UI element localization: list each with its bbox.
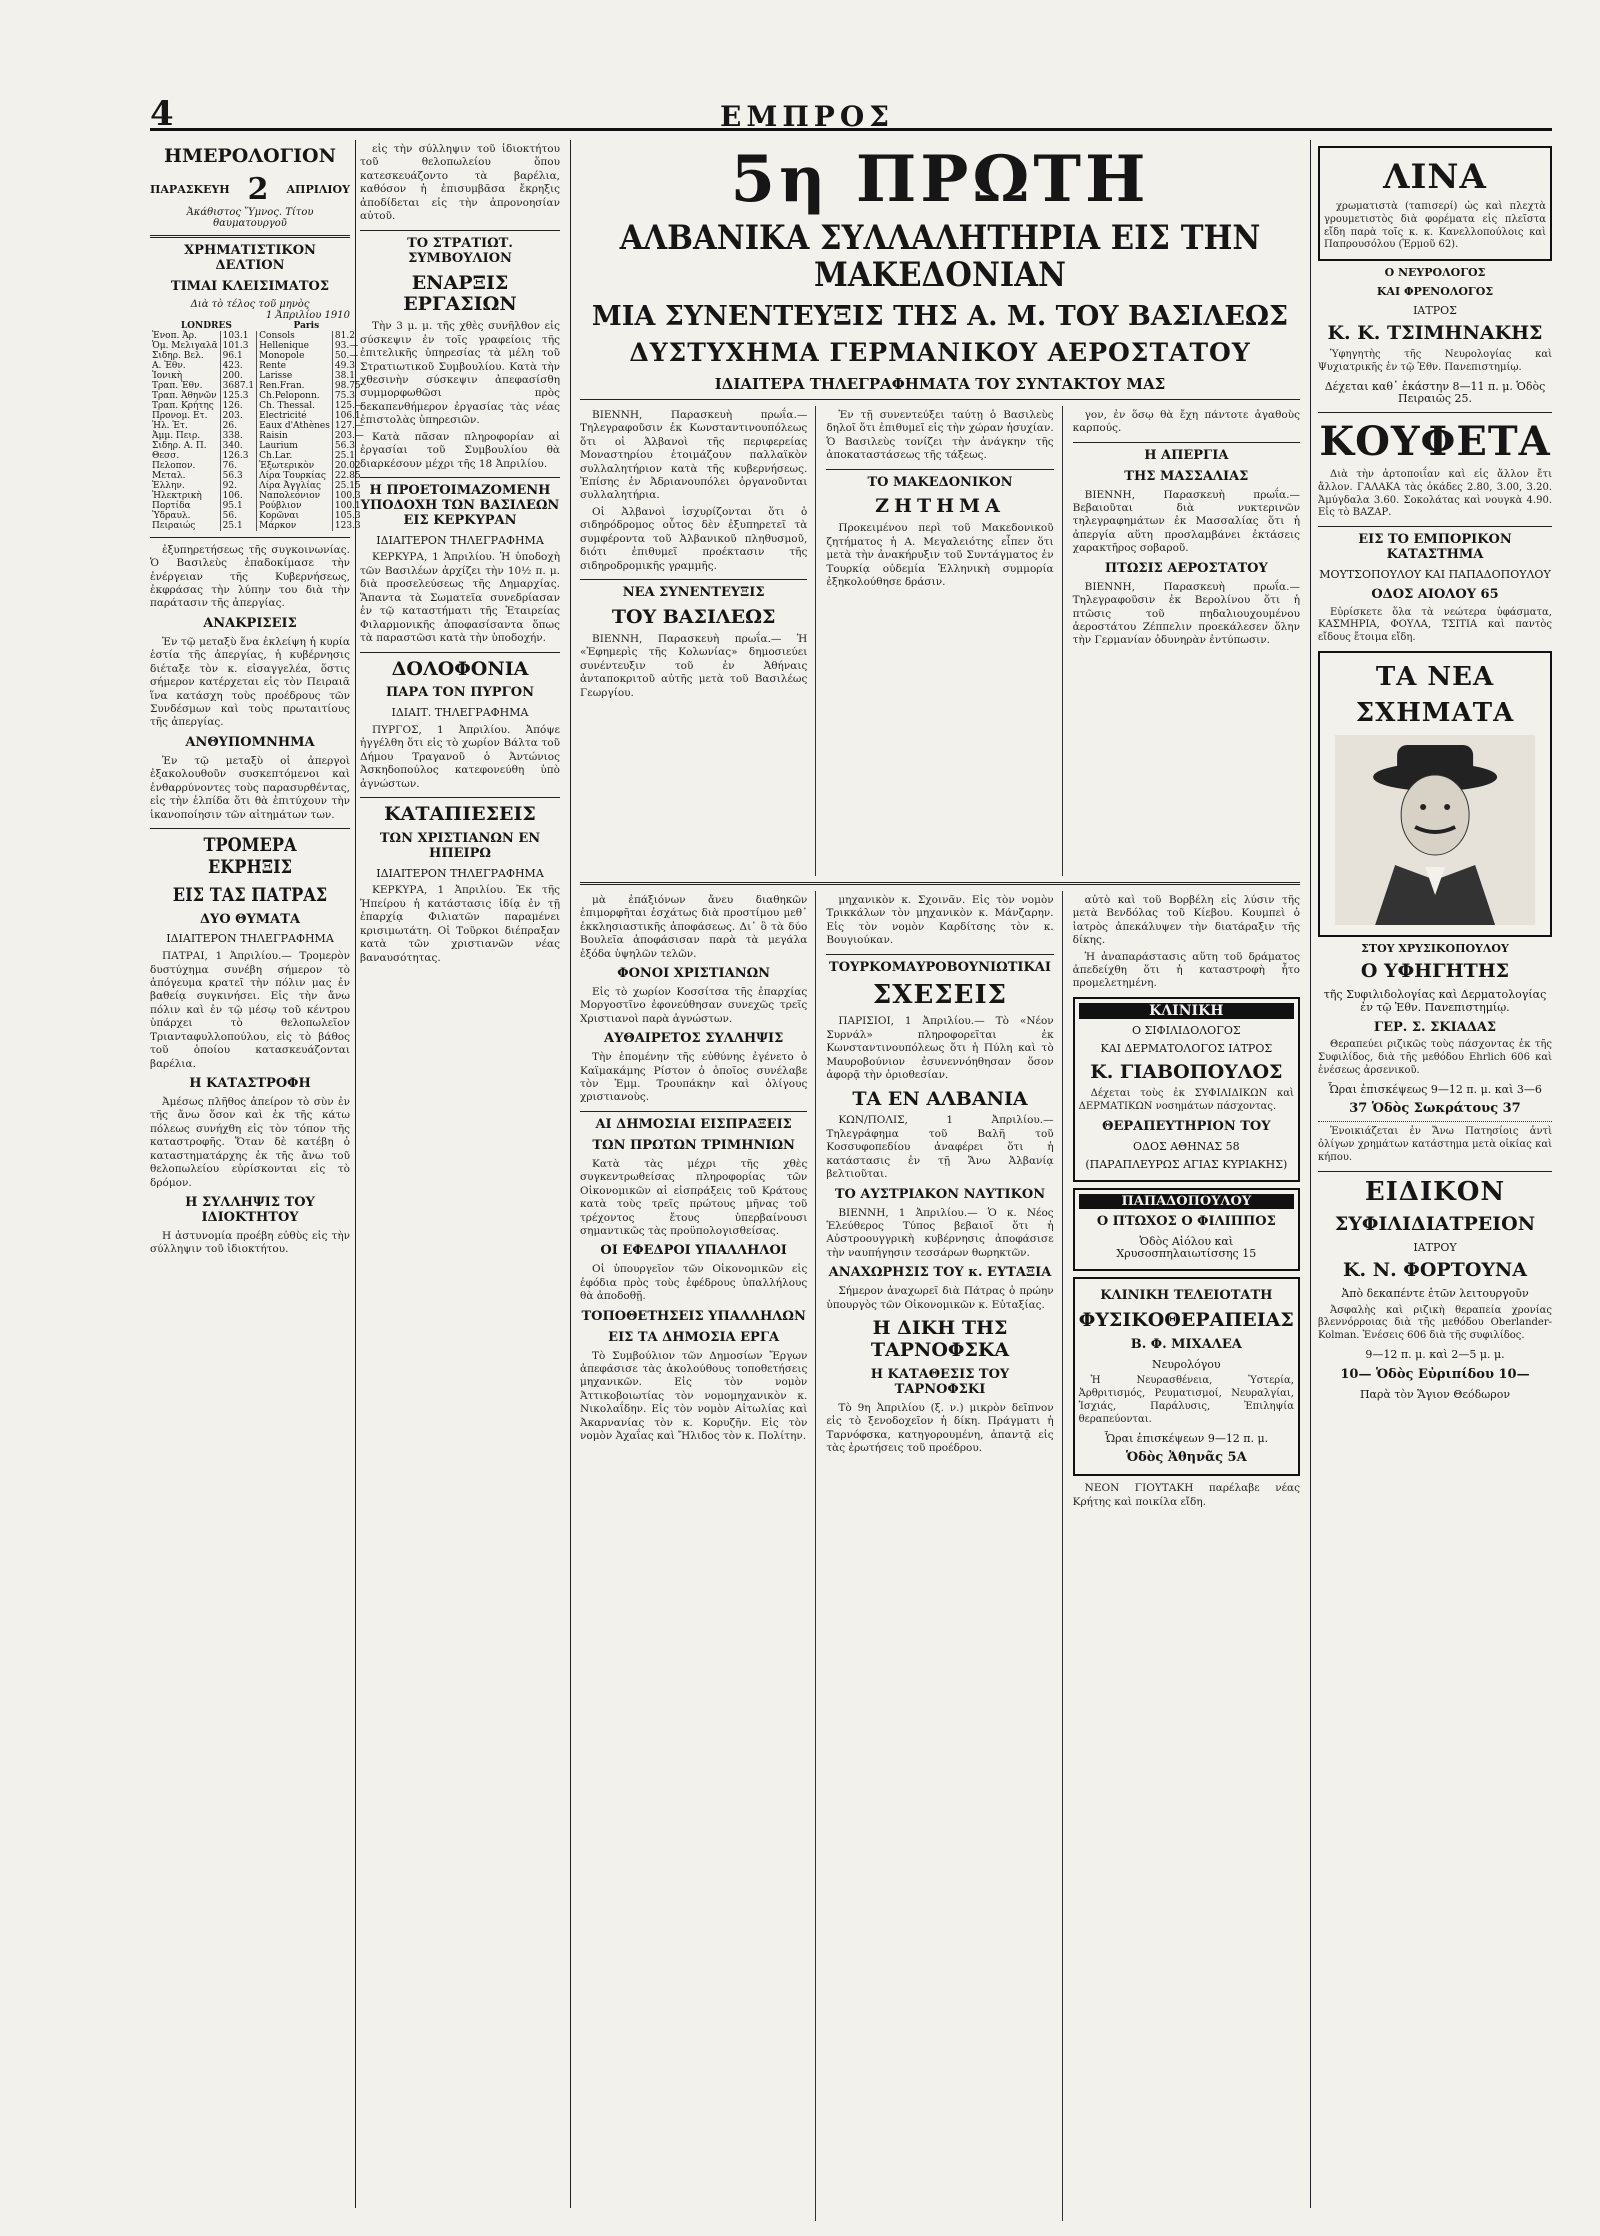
- paragraph: Ἐν τῷ μεταξὺ οἱ ἀπεργοὶ ἐξακολουθοῦν συσκεπτόμενοι καὶ ἐνθαρρύνοντες τοὺς παρασυρθέντας, εἰς τὴν ἐλπίδα ὅτι θὰ ἐπιτύχουν τὴν ἱκανοποίησιν τῶν αἰτημάτων των.: [150, 754, 350, 821]
- paragraph: Ἐν τῇ συνεντεύξει ταύτῃ ὁ Βασιλεὺς δηλοῖ ὅτι ἐπιθυμεῖ εἰς τὴν χώραν ἡσυχίαν. Ὁ Βασιλεὺς τονίζει τὴν ἀνάγκην τῆς ἀποκαταστάσεως τῆς τάξεως.: [826, 408, 1054, 462]
- exchange-cell: 3687.1: [220, 381, 257, 391]
- exchange-cell: Μάρκον: [257, 521, 333, 531]
- exchange-cell: 93.—: [334, 340, 359, 351]
- ad-name: Κ. ΓΙΑΒΟΠΟΥΛΟΣ: [1090, 1061, 1283, 1084]
- page-number: 4: [150, 94, 174, 134]
- exchange-cell: Rente: [257, 361, 333, 371]
- exchange-london: LONDRES: [180, 320, 232, 331]
- exchange-cell: Ἐνοπ. Ἀρ.: [150, 331, 220, 341]
- exchange-cell: Laurium: [257, 441, 333, 451]
- section-heading: ΑΝΑΧΩΡΗΣΙΣ ΤΟΥ κ. ΕΥΤΑΞΙΑ: [828, 1265, 1052, 1281]
- banner-deck: ΜΙΑ ΣΥΝΕΝΤΕΥΞΙΣ ΤΗΣ Α. Μ. ΤΟΥ ΒΑΣΙΛΕΩΣ: [591, 300, 1289, 332]
- ad-hours: Ὧραι ἐπισκέψεων 9—12 π. μ.: [1104, 1431, 1269, 1445]
- exchange-cell: Ὁμ. Μελιγαλᾶ: [150, 341, 220, 351]
- section-subhead: ΤΟΥ ΒΑΣΙΛΕΩΣ: [611, 605, 776, 628]
- exchange-cell: 100.1: [334, 500, 361, 511]
- exchange-cell: Σιδηρ. Βελ.: [150, 351, 220, 361]
- column-6: [1318, 140, 1552, 2208]
- exchange-row: [150, 431, 366, 441]
- exchange-cell: Ἀμμ. Πειρ.: [150, 431, 220, 441]
- ad-line: ΜΟΥΤΣΟΠΟΥΛΟΥ ΚΑΙ ΠΑΠΑΔΟΠΟΥΛΟΥ: [1319, 567, 1551, 581]
- column-divider: [570, 140, 571, 2208]
- ad-text: Διὰ τὴν ἀρτοποιΐαν καὶ εἰς ἄλλον ἔτι ἄλλον. ΓΑΛΑΚΑ τὰς ὀκάδες 2.80, 3.00, 3.20. Ἀμύγδαλα 3.60. Σοκολάτας καὶ νουγκὰ 4.90. Εἰς τὸ ΒΑΖΑΡ.: [1318, 468, 1552, 519]
- exchange-cell: Α. Ἐθν.: [150, 361, 220, 371]
- paragraph: ΒΙΕΝΝΗ, Παρασκευὴ πρωΐα.— Τηλεγραφοῦσιν ἐκ Βερολίνου ὅτι ἡ πτῶσις τοῦ πηδαλιουχουμένου ἀεροστάτου Ζέππελιν προεκάλεσεν ὅλην τὴν Γερμανίαν ὀδυνηρὰν ἐντύπωσιν.: [1072, 580, 1300, 647]
- exchange-paris: Paris: [293, 320, 320, 331]
- exchange-row: [150, 341, 366, 351]
- paragraph: Κατὰ τὰς μέχρι τῆς χθὲς συγκεντρωθείσας πληροφορίας τῶν Οἰκονομικῶν αἱ εἰσπράξεις τοῦ Κράτους κατὰ τοὺς τρεῖς πρώτους μῆνας τοῦ τρέχοντος ἔτους ὑπερβαίνουσι σημαντικῶς τὰς προϋπολογισθείσας.: [580, 1157, 808, 1237]
- ad-title: ΕΙΣ ΤΟ ΕΜΠΟΡΙΚΟΝ ΚΑΤΑΣΤΗΜΑ: [1358, 532, 1512, 563]
- section-heading: ΤΟ ΑΥΣΤΡΙΑΚΟΝ ΝΑΥΤΙΚΟΝ: [834, 1186, 1046, 1202]
- front-col-3: [1073, 406, 1300, 876]
- exchange-cell: 106.1: [334, 410, 361, 421]
- exchange-cell: Τραπ. Κρήτης: [150, 401, 220, 411]
- ad-line: ΘΕΡΑΠΕΥΤΗΡΙΟΝ ΤΟΥ: [1102, 1118, 1271, 1134]
- ad-line: Ο ΝΕΥΡΟΛΟΓΟΣ: [1384, 266, 1486, 280]
- exchange-row: [150, 481, 366, 491]
- exchange-cell: Πελοπον.: [150, 461, 220, 471]
- banner-kicker: ΙΔΙΑΙΤΕΡΑ ΤΗΛΕΓΡΑΦΗΜΑΤΑ ΤΟΥ ΣΥΝΤΑΚΤΟΥ ΜΑΣ: [714, 374, 1166, 393]
- exchange-cell: 105.3: [334, 510, 361, 521]
- exchange-cell: Electricité: [257, 411, 333, 421]
- ad-address-note: Παρὰ τὸν Ἅγιον Θεόδωρον: [1359, 1387, 1511, 1401]
- exchange-cell: 50.—: [334, 350, 359, 361]
- ad-physiotherapy: [1073, 1277, 1300, 1476]
- exchange-row: [150, 461, 366, 471]
- exchange-row: [150, 421, 366, 431]
- exchange-cell: Ἰονικὴ: [150, 371, 220, 381]
- exchange-cell: 340.: [220, 441, 257, 451]
- ad-line: ΚΛΙΝΙΚΗ ΤΕΛΕΙΟΤΑΤΗ: [1100, 1288, 1273, 1303]
- paragraph: ΚΩΝ/ΠΟΛΙΣ, 1 Ἀπριλίου.— Τηλεγράφημα τοῦ Βαλῆ τοῦ Κοσσυφοπεδίου ἀναφέρει ὅτι ἡ κατάστασις ἐν τῇ Ἄνω Ἀλβανίᾳ βελτιοῦται.: [826, 1114, 1054, 1181]
- ad-text: Ἀσφαλὴς καὶ ριζικὴ θεραπεία χρονίας βλεννόρροιας διὰ τῆς μεθόδου Oberlander-Kolman. Ἐνέσεις 606 διὰ τῆς συφιλίδος.: [1318, 1304, 1552, 1342]
- paragraph: Κατὰ πᾶσαν πληροφορίαν αἱ ἐργασίαι τοῦ Συμβουλίου θὰ διαρκέσουν μέχρι τῆς 18 Ἀπριλίου.: [360, 430, 560, 470]
- exchange-cell: Πορτίδα: [150, 501, 220, 511]
- front-section: [580, 140, 1300, 2208]
- calendar-month: ΑΠΡΙΛΙΟΥ: [286, 182, 350, 196]
- ad-address: ΟΔΟΣ ΑΘΗΝΑΣ 58: [1132, 1139, 1240, 1153]
- lower-columns: [580, 891, 1300, 2221]
- section-heading: ΑΝΑΚΡΙΣΕΙΣ: [203, 615, 297, 631]
- exchange-row: [150, 441, 366, 451]
- paragraph: ΒΙΕΝΝΗ, Παρασκευὴ πρωΐα.— Ἡ «Ἐφημερὶς τῆς Κολωνίας» δημοσιεύει συνέντευξιν τοῦ ἐν Ἀθήναις ἀνταποκριτοῦ αὐτῆς μετὰ τοῦ Βασιλέως Γεωργίου.: [580, 632, 808, 699]
- exchange-cell: 96.1: [220, 351, 257, 361]
- exchange-cell: 25.1: [334, 450, 355, 461]
- paragraph: ἐξυπηρετήσεως τῆς συγκοινωνίας. Ὁ Βασιλεὺς ἐπαδοκίμασε τὴν ἐνέργειαν τῆς Κυβερνήσεως, ἐκφράσας τὴν λύπην του διὰ τὴν παράτασιν τῆς ἀπεργίας.: [150, 543, 350, 610]
- paragraph: Τὴν ἑπομένην τῆς εὐθύνης ἐγένετο ὁ Καϊμακάμης Ρίστον ὁ ὁποῖος συνέλαβε τὸν Ἐμμ. Τρουπάκην καὶ ὀλίγους χριστιανοὺς.: [580, 1051, 808, 1104]
- divider: [360, 477, 560, 478]
- divider: [1318, 412, 1552, 413]
- ad-name: Κ. Ν. ΦΟΡΤΟΥΝΑ: [1342, 1259, 1528, 1282]
- section-heading: Η ΔΙΚΗ ΤΗΣ ΤΑΡΝΟΦΣΚΑ: [870, 1317, 1010, 1361]
- exchange-note: Διὰ τὸ τέλος τοῦ μηνὸς: [190, 298, 310, 310]
- ad-title: Ο ΠΤΩΧΟΣ Ο ΦΙΛΙΠΠΟΣ: [1096, 1213, 1276, 1229]
- divider: [360, 797, 560, 798]
- section-heading: ΤΟ ΜΑΚΕΔΟΝΙΚΟΝ: [867, 474, 1013, 490]
- exchange-cell: 203.: [220, 411, 257, 421]
- ad-line: τῆς Συφιλιδολογίας καὶ Δερματολογίας ἐν τῷ Ἐθν. Πανεπιστημίῳ.: [1323, 988, 1547, 1014]
- exchange-cell: Ἠλεκτρικὴ: [150, 491, 220, 501]
- ad-address: ΟΔΟΣ ΑΙΟΛΟΥ 65: [1371, 586, 1499, 602]
- exchange-cell: 125.—: [334, 400, 364, 411]
- exchange-cell: 76.: [220, 461, 257, 471]
- section-subhead: ΕΝΑΡΞΙΣ ΕΡΓΑΣΙΩΝ: [403, 271, 517, 316]
- ad-address: Ὁδὸς Αἰόλου καὶ Χρυσοσπηλαιωτίσσης 15: [1116, 1234, 1257, 1261]
- paragraph: ΝΕΟΝ ΓΙΟΥΤΑΚΗ παρέλαβε νέας Κρήτης καὶ ποικίλα εἴδη.: [1072, 1482, 1300, 1508]
- exchange-cell: 25.1: [220, 521, 257, 531]
- ad-text: Ἡ Νευρασθένεια, Ὑστερία, Ἀρθριτισμός, Ρευματισμοί, Νευραλγίαι, Ἰσχιάς, Παράλυσις, Ἐπιληψία θεραπεύονται.: [1078, 1375, 1294, 1425]
- paragraph: γον, ἐν ὅσῳ θὰ ἔχη πάντοτε ἀγαθοὺς καρπούς.: [1072, 408, 1300, 435]
- calendar-date: [150, 172, 350, 207]
- exchange-cell: Κορῶναι: [257, 511, 333, 521]
- section-heading: Η ΠΡΟΕΤΟΙΜΑΖΟΜΕΝΗ ΥΠΟΔΟΧΗ ΤΩΝ ΒΑΣΙΛΕΩΝ ΕΙΣ ΚΕΡΚΥΡΑΝ: [360, 483, 560, 528]
- section-headline-2: ΕΙΣ ΤΑΣ ΠΑΤΡΑΣ: [172, 883, 328, 906]
- exchange-cell: Monopole: [257, 351, 333, 361]
- paragraph: Η ἀστυνομία προέβη εὐθὺς εἰς τὴν σύλληψιν τοῦ ἰδιοκτήτου.: [150, 1229, 350, 1256]
- front-col-2: [826, 406, 1062, 876]
- exchange-cell: Προνομ. Ετ.: [150, 411, 220, 421]
- divider: [1073, 442, 1300, 443]
- ad-hours: 9—12 π. μ. καὶ 2—5 μ. μ.: [1365, 1348, 1505, 1362]
- section-heading: ΤΑ ΕΝ ΑΛΒΑΝΙΑ: [852, 1087, 1028, 1110]
- ad-banner: ΠΑΠΑΔΟΠΟΥΛΟΥ: [1079, 1194, 1294, 1209]
- section-subhead: ΤΩΝ ΠΡΩΤΩΝ ΤΡΙΜΗΝΙΩΝ: [592, 1137, 795, 1153]
- section-subhead: ΔΥΟ ΘΥΜΑΤΑ: [199, 911, 301, 927]
- exchange-cell: Τραπ. Ἐθν.: [150, 381, 220, 391]
- ad-hours: Δέχεται καθ᾽ ἑκάστην 8—11 π. μ. Ὁδὸς Πειραιῶς 25.: [1324, 379, 1546, 406]
- section-heading: ΑΥΘΑΙΡΕΤΟΣ ΣΥΛΛΗΨΙΣ: [604, 1031, 784, 1047]
- section-heading: Η ΑΠΕΡΓΙΑ: [1144, 447, 1229, 463]
- ad-line: ΣΤΟΥ ΧΡΥΣΙΚΟΠΟΥΛΟΥ: [1361, 941, 1509, 955]
- divider: [580, 579, 807, 580]
- exchange-cell: Raisin: [257, 431, 333, 441]
- exchange-cell: Ὑδραυλ.: [150, 511, 220, 521]
- section-kicker: ΙΔΙΑΙΤΕΡΟΝ ΤΗΛΕΓΡΑΦΗΜΑ: [376, 533, 544, 547]
- ad-name: Κ. Κ. ΤΣΙΜΗΝΑΚΗΣ: [1327, 322, 1543, 345]
- ad-title: ΛΙΝΑ: [1383, 157, 1487, 197]
- exchange-cell: Σιδηρ. Α. Π.: [150, 441, 220, 451]
- exchange-row: [150, 521, 366, 531]
- exchange-row: [150, 391, 366, 401]
- ad-clinic: [1073, 997, 1300, 1182]
- paragraph: ΠΑΤΡΑΙ, 1 Ἀπριλίου.— Τρομερὸν δυστύχημα συνέβη σήμερον τὸ ἀπόγευμα κρατεῖ τὴν πόλιν μας ἐν βαθείᾳ συγκινήσει. Εἰς τὴν ἄνω πόλιν καὶ ἐν τῷ μέσῳ τοῦ κέντρου ὑπάρχει τὸ θελοπωλεῖον Τριανταφυλλοπούλου, εἰς τὸ βάθος τοῦ ὁποίου κατασκευάζονται βαρέλια.: [150, 950, 350, 1070]
- exchange-cell: Λίρα Ἀγγλίας: [257, 481, 333, 491]
- section-subhead: ΤΗΣ ΜΑΣΣΑΛΙΑΣ: [1124, 468, 1249, 484]
- ad-book: [1073, 1188, 1300, 1271]
- exchange-cell: 26.: [220, 421, 257, 431]
- paragraph: Προκειμένου περὶ τοῦ Μακεδονικοῦ ζητήματος ἡ Α. Μεγαλειότης εἶπεν ὅτι μετὰ τὴν ἀνακήρυξιν τοῦ Συντάγματος ἐν Τουρκίᾳ οὐδεμία Ἑλληνικὴ συμμορία ἐξηκολούθησε δράσιν.: [826, 522, 1054, 589]
- exchange-cell: 98.75: [334, 380, 361, 391]
- ad-text: Εὑρίσκετε ὅλα τὰ νεώτερα ὑφάσματα, ΚΑΣΜΗΡΙΑ, ΦΟΥΛΑ, ΤΣΙΤΙΑ καὶ παντὸς εἴδους ἔτοιμα εἴδη.: [1318, 606, 1552, 644]
- face: [1401, 775, 1469, 855]
- paragraph: ΚΕΡΚΥΡΑ, 1 Ἀπριλίου. Ἡ ὑποδοχὴ τῶν Βασιλέων ἀρχίζει τὴν 10½ π. μ. διὰ προσελεύσεως τῆς Δημαρχίας. Ἅπαντα τὰ Σωματεῖα συνεδρίασαν ἐν τῷ καταστήματι τῆς Ἑταιρείας Φιλαρμονικῆς ἀποφασίσαντα ὅπως τὰ παραστῶσι κατὰ τὴν ὑποδοχήν.: [360, 551, 560, 645]
- exchange-table: [150, 331, 366, 531]
- paragraph: ΒΙΕΝΝΗ, 1 Ἀπριλίου.— Ὁ κ. Νέος Ἐλεύθερος Τύπος βεβαιοῖ ὅτι ἡ Αὐστροουγγρικὴ κυβέρνησις ἀποφάσισε τὴν ναυπήγησιν τεσσάρων θωρηκτῶν.: [826, 1206, 1054, 1259]
- exchange-cell: Ρούβλιον: [257, 501, 333, 511]
- ad-line: ΚΑΙ ΔΕΡΜΑΤΟΛΟΓΟΣ ΙΑΤΡΟΣ: [1100, 1042, 1273, 1056]
- section-heading: ΠΤΩΣΙΣ ΑΕΡΟΣΤΑΤΟΥ: [1104, 560, 1268, 576]
- exchange-row: [150, 381, 366, 391]
- exchange-cell: 49.3: [334, 360, 355, 371]
- section-heading: ΤΟΥΡΚΟΜΑΥΡΟΒΟΥΝΙΩΤΙΚΑΙ: [829, 959, 1051, 975]
- eye: [1444, 804, 1450, 810]
- exchange-date: 1 Ἀπριλίου 1910: [265, 309, 350, 321]
- section-heading: Η ΣΥΛΛΗΨΙΣ ΤΟΥ ΙΔΙΟΚΤΗΤΟΥ: [185, 1195, 315, 1225]
- section-subhead: ΠΑΡΑ ΤΟΝ ΠΥΡΓΟΝ: [386, 685, 534, 701]
- exchange-row: [150, 411, 366, 421]
- exchange-row: [150, 471, 366, 481]
- paragraph: ΚΕΡΚΥΡΑ, 1 Ἀπριλίου. Ἐκ τῆς Ἠπείρου ἡ κατάστασις ἰδίᾳ ἐν τῇ ἐπαρχίᾳ Φιλιατῶν παραμένει κρισιμωτάτη. Οἱ Τοῦρκοι διέπραξαν κατὰ τῶν χριστιανῶν νέας βαναυσότητας.: [360, 884, 560, 964]
- ad-text: Ἐνοικιάζεται ἐν Ἄνω Πατησίοις ἀντὶ ὀλίγων χρημάτων κατάστημα μετὰ οἰκίας καὶ κήπου.: [1318, 1126, 1552, 1163]
- exchange-cell: 92.: [220, 481, 257, 491]
- ad-banner: ΚΛΙΝΙΚΗ: [1079, 1003, 1294, 1019]
- ad-address: 37 Ὁδὸς Σωκράτους 37: [1349, 1101, 1521, 1117]
- paragraph: εἰς τὴν σύλληψιν τοῦ ἰδιοκτήτου τοῦ θελοπωλείου ὅπου κατεσκευάζοντο τὰ βαρέλια, καθόσον ἡ ἐπισυμβᾶσα ἔκρηξις ἀποδίδεται εἰς τὴν ἀπρονοησίαν αὐτοῦ.: [360, 143, 560, 223]
- ad-new-styles: [1318, 651, 1552, 937]
- section-subhead: ΕΙΣ ΤΑ ΔΗΜΟΣΙΑ ΕΡΓΑ: [608, 1329, 780, 1345]
- exchange-cell: Ἑλλην.: [150, 481, 220, 491]
- header-rule: [150, 128, 1552, 131]
- ad-line: Ἀπὸ δεκαπέντε ἐτῶν λειτουργοῦν: [1341, 1287, 1529, 1301]
- front-columns: [580, 406, 1300, 876]
- exchange-row: [150, 511, 366, 521]
- exchange-cell: 203.—: [334, 430, 364, 441]
- ad-line: Ο ΣΙΦΙΛΙΔΟΛΟΓΟΣ: [1131, 1023, 1241, 1037]
- exchange-row: [150, 491, 366, 501]
- exchange-subtitle: ΤΙΜΑΙ ΚΛΕΙΣΙΜΑΤΟΣ: [170, 278, 330, 294]
- exchange-cell: Ἐξωτερικὸν: [257, 461, 333, 471]
- ad-address: 10— Ὁδὸς Εὐριπίδου 10—: [1340, 1366, 1530, 1382]
- divider: [360, 652, 560, 653]
- section-subhead: ΤΩΝ ΧΡΙΣΤΙΑΝΩΝ ΕΝ ΗΠΕΙΡΩ: [379, 830, 541, 861]
- masthead: ΕΜΠΡΟΣ: [720, 100, 895, 133]
- exchange-cell: 95.1: [220, 501, 257, 511]
- section-subhead: ΖΗΤΗΜΑ: [875, 495, 1005, 518]
- section-subhead: Η ΚΑΤΑΘΕΣΙΣ ΤΟΥ ΤΑΡΝΟΦΣΚΙ: [870, 1366, 1010, 1397]
- paragraph: ΠΥΡΓΟΣ, 1 Ἀπριλίου. Ἀπόψε ἠγγέλθη ὅτι εἰς τὸ χωρίον Βάλτα τοῦ Δήμου Τραγανοῦ ὁ Ἀντώνιος Ἀσκηδοπούλος κατεφονεύθη ὑπὸ ἀγνώστων.: [360, 723, 560, 790]
- divider: [150, 537, 350, 538]
- divider: [360, 230, 560, 231]
- paragraph: αὐτὸ καὶ τοῦ Βορβέλη εἰς λύσιν τῆς μετὰ Βενδόλας τοῦ Κίεβου. Κουμπεὶ ὁ ἰατρὸς ἀπεκάλυψεν τὴν διατάραξιν τῆς δίκης.: [1072, 893, 1300, 947]
- ad-title-2: ΣΧΗΜΑΤΑ: [1355, 697, 1515, 728]
- divider: [1318, 1171, 1552, 1172]
- paragraph: Οἱ ὑπουργεῖον τῶν Οἰκονομικῶν εἰς ἐφόδια πρὸς τοὺς ἐφέδρους ὑπαλλήλους θὰ ἀποδοθῇ.: [580, 1263, 808, 1303]
- column-2: [360, 140, 560, 2208]
- exchange-cell: 200.: [220, 371, 257, 381]
- exchange-cell: Ch. Thessal.: [257, 401, 333, 411]
- section-subhead: ΣΧΕΣΕΙΣ: [872, 980, 1008, 1011]
- exchange-cell: 81.2: [334, 330, 355, 341]
- section-heading: ΤΟ ΣΤΡΑΤΙΩΤ. ΣΥΜΒΟΥΛΙΟΝ: [407, 235, 513, 266]
- exchange-cell: 423.: [220, 361, 257, 371]
- paragraph: Ἡ ἀναπαράστασις αὕτη τοῦ δράματος ἀπεδείχθη ὅτι ἡ καταστροφὴ ἦτο προμελετημένη.: [1072, 950, 1300, 990]
- exchange-cell: 56.: [220, 511, 257, 521]
- exchange-row: [150, 451, 366, 461]
- exchange-cell: Τραπ. Ἀθηνῶν: [150, 391, 220, 401]
- ad-line: ΙΑΤΡΟΥ: [1413, 1240, 1457, 1254]
- exchange-cell: Eaux d'Athènes: [257, 421, 333, 431]
- paragraph: Ἐν τῷ μεταξὺ ἕνα ἐκλείψη ἡ κυρία ἑστία τῆς ἀπεργίας, ἡ κυβέρνησις διέταξε τὸν κ. εἰσαγγελέα, ὅστις σήμερον κατέρχεται εἰς τὸν Πειραιᾶ ἵνα κατάσχη τοὺς προέδρους τῶν Συνδέσμων καὶ τοὺς πρωταιτίους τῆς ἀπεργίας.: [150, 635, 350, 729]
- ad-line: ΙΑΤΡΟΣ: [1413, 303, 1457, 317]
- exchange-cell: 20.02: [334, 460, 361, 471]
- section-kicker: ΙΔΙΑΙΤΕΡΟΝ ΤΗΛΕΓΡΑΦΗΜΑ: [376, 866, 544, 880]
- exchange-title: ΧΡΗΜΑΤΙΣΤΙΚΟΝ ΔΕΛΤΙΟΝ: [184, 242, 316, 273]
- column-1: [150, 140, 364, 2208]
- lower-col-3: [1073, 891, 1300, 2221]
- exchange-cell: 127.—: [334, 420, 364, 431]
- paragraph: ΒΙΕΝΝΗ, Παρασκευὴ πρωΐα.— Βεβαιοῦται διὰ νυκτερινῶν τηλεγραφημάτων ἐκ Μασσαλίας ὅτι ἡ ἀπεργία αὕτη προσλαμβάνει ἐκτάσεις χαρακτῆρος σοβαροῦ.: [1072, 488, 1300, 555]
- ad-title-2: ΣΥΦΙΛΙΔΙΑΤΡΕΙΟΝ: [1334, 1212, 1536, 1235]
- exchange-row: [150, 361, 366, 371]
- calendar-saint: Ἀκάθιστος Ὕμνος. Τίτου θαυματουργοῦ: [186, 206, 314, 229]
- exchange-cell: 338.: [220, 431, 257, 441]
- paragraph: ΒΙΕΝΝΗ, Παρασκευὴ πρωΐα.— Τηλεγραφοῦσιν ἐκ Κωνσταντινουπόλεως ὅτι οἱ Ἀλβανοὶ τῆς περιφερείας Μοναστηρίου ἑτοιμάζουν παλλαϊκὸν συλλαλητήριον κατὰ τῆς κυβερνήσεως. Ἐπίσης ἐν Ἀδριανουπόλει ὀργανοῦνται συλλαλητήρια.: [580, 408, 808, 502]
- banner-subheadline: ΑΛΒΑΝΙΚΑ ΣΥΛΛΑΛΗΤΗΡΙΑ ΕΙΣ ΤΗΝ ΜΑΚΕΔΟΝΙΑΝ: [619, 218, 1261, 296]
- paragraph: Σήμερον ἀναχωρεῖ διὰ Πάτρας ὁ πρώην ὑπουργὸς τῶν Οἰκονομικῶν κ. Εὐταξίας.: [826, 1285, 1054, 1311]
- paragraph: Τὴν 3 μ. μ. τῆς χθὲς συνῆλθον εἰς σύσκεψιν ἐν τοῖς γραφείοις τῆς ἐπιτελικῆς ὑπηρεσίας τὰ μέλη τοῦ Στρατιωτικοῦ Συμβουλίου. Κατὰ τὴν χθεσινὴν σύσκεψιν ἀπεφασίσθη συμμορφωθῶσι πρὸς δεκαπενθήμερον ἐργασίας τὰς νέας ἐπιστολὰς ὑπηρεσιῶν.: [360, 320, 560, 427]
- calendar-date-number: 2: [247, 171, 269, 207]
- ad-title: ΕΙΔΙΚΟΝ: [1364, 1176, 1506, 1207]
- section-headline: ΤΡΟΜΕΡΑ ΕΚΡΗΞΙΣ: [203, 833, 297, 878]
- exchange-cell: 75.3: [334, 390, 355, 401]
- section-heading: ΑΙ ΔΗΜΟΣΙΑΙ ΕΙΣΠΡΑΞΕΙΣ: [595, 1116, 792, 1132]
- exchange-cell: Consols: [257, 331, 333, 341]
- exchange-cell: 56.3: [220, 471, 257, 481]
- exchange-cell: 123.3: [334, 520, 361, 531]
- section-headline: ΚΑΤΑΠΙΕΣΕΙΣ: [384, 803, 536, 826]
- exchange-cell: 25.15: [334, 480, 361, 491]
- exchange-cell: Ch.Lar.: [257, 451, 333, 461]
- exchange-cell: Μεταλ.: [150, 471, 220, 481]
- section-headline: ΔΟΛΟΦΟΝΙΑ: [391, 657, 529, 680]
- exchange-cell: 56.3: [334, 440, 355, 451]
- exchange-cell: 38.1: [334, 370, 355, 381]
- ad-line: Νευρολόγου: [1152, 1357, 1221, 1371]
- divider: [1318, 526, 1552, 527]
- section-heading: ΝΕΑ ΣΥΝΕΝΤΕΥΞΙΣ: [622, 585, 765, 601]
- exchange-cell: 106.: [220, 491, 257, 501]
- exchange-cell: Larisse: [257, 371, 333, 381]
- exchange-cell: Θεσσ.: [150, 451, 220, 461]
- section-heading: ΑΝΘΥΠΟΜΝΗΜΑ: [185, 734, 315, 750]
- paragraph: Τὸ 9η Ἀπριλίου (ξ. ν.) μικρὸν δεῖπνον εἰς τὸ ξενοδοχεῖον ἡ δίκη. Πράγματι ἡ Ταρνόφσκα, κατηγορουμένη, ἀπαντᾷ εἰς τὰς ἐρωτήσεις τοῦ προέδρου.: [826, 1401, 1054, 1454]
- exchange-cell: Πειραιώς: [150, 521, 220, 531]
- paragraph: Ἀμέσως πλῆθος ἀπείρον τὸ σὺν ἐν τῆς ἄνω ὅσον καὶ ἐκ τῆς κάτω πόλεως συνήχθη εἰς τὸν τόπον τῆς καταστροφῆς. Ὅταν δὲ κατέβη ὁ καταστηματάρχης ἐκ τῆς ἄνω τοῦ θελοπωλείου εὐρίσκονται εἰς τὸ δρόμον.: [150, 1095, 350, 1189]
- ad-text: Δέχεται τοὺς ἐκ ΣΥΦΙΛΙΔΙΚΩΝ καὶ ΔΕΡΜΑΤΙΚΩΝ νοσημάτων πάσχοντας.: [1078, 1087, 1294, 1112]
- ad-text: χρωματιστὰ (ταπισερί) ὡς καὶ πλεχτὰ γρουμετιστὸς διὰ φορέματα εἰς πλεῖστα εἴδη παρὰ τοῖς κ. κ. Κανελλοπούλοις καὶ Παπρουσόλου (Ἑρμοῦ 62).: [1324, 201, 1546, 251]
- divider: [150, 828, 350, 829]
- ad-address: Ὁδὸς Ἀθηνᾶς 5Α: [1125, 1450, 1247, 1466]
- exchange-row: [150, 331, 366, 341]
- section-heading: ΦΟΝΟΙ ΧΡΙΣΤΙΑΝΩΝ: [617, 965, 771, 981]
- exchange-cell: 22.85: [334, 470, 361, 481]
- ad-title: Ο ΥΦΗΓΗΤΗΣ: [1360, 960, 1510, 983]
- ad-name: ΓΕΡ. Σ. ΣΚΙΑΔΑΣ: [1373, 1019, 1497, 1035]
- eye: [1420, 804, 1426, 810]
- exchange-row: [150, 371, 366, 381]
- exchange-cell: 100.3: [334, 490, 361, 501]
- banner-headline: 5η ΠΡΩΤΗ: [730, 142, 1150, 217]
- calendar-day: ΠΑΡΑΣΚΕΥΗ: [150, 182, 230, 196]
- exchange-cell: 125.3: [220, 391, 257, 401]
- exchange-cell: 103.1: [220, 331, 257, 341]
- exchange-cell: Ch.Peloponn.: [257, 391, 333, 401]
- section-kicker: ΙΔΙΑΙΤ. ΤΗΛΕΓΡΑΦΗΜΑ: [391, 706, 529, 720]
- exchange-cell: 101.3: [220, 341, 257, 351]
- exchange-cell: Ἠλ. Ἑτ.: [150, 421, 220, 431]
- lower-col-2: [826, 891, 1062, 2221]
- exchange-row: [150, 351, 366, 361]
- ad-hours: Ὧραι ἐπισκέψεως 9—12 π. μ. καὶ 3—6: [1328, 1082, 1542, 1096]
- banner-deck-2: ΔΥΣΤΥΧΗΜΑ ΓΕΡΜΑΝΙΚΟΥ ΑΕΡΟΣΤΑΤΟΥ: [629, 337, 1251, 367]
- ad-title: ΦΥΣΙΚΟΘΕΡΑΠΕΙΑΣ: [1078, 1308, 1294, 1331]
- divider: [150, 235, 350, 238]
- divider: [826, 469, 1053, 470]
- section-heading: Η ΚΑΤΑΣΤΡΟΦΗ: [189, 1076, 311, 1092]
- paragraph: Οἱ Ἀλβανοὶ ἰσχυρίζονται ὅτι ὁ σιδηρόδρομος οὗτος δὲν ἐξυπηρετεῖ τὰ συμφέροντα τοῦ Ἀλβανικοῦ πληθυσμοῦ, διότι ἐπιθυμεῖ προέκτασιν τῆς σιδηροδρομικῆς γραμμῆς.: [580, 505, 808, 572]
- paragraph: μηχανικὸν κ. Σχοινᾶν. Εἰς τὸν νομὸν Τρικκάλων τὸν μηχανικὸν κ. Μάνζαρην. Εἰς τὸν νομὸν Καρδίτσης τὸν κ. Βουγιούκαν.: [826, 893, 1054, 947]
- paragraph: ΠΑΡΙΣΙΟΙ, 1 Ἀπριλίου.— Τὸ «Νέον Συρνάλ» πληροφορεῖται ἐκ Κωνσταντινουπόλεως ὅτι ἡ Πύλη καὶ τὸ Μαυροβούνιον ἐσυνεννόηθησαν ὅσον ἀφορᾷ τὴν ὁριοθεσίαν.: [826, 1015, 1054, 1082]
- ad-text: Θεραπεύει ριζικῶς τοὺς πάσχοντας ἐκ τῆς Συφιλίδος, διὰ τῆς μεθόδου Ehrlich 606 καὶ ἐνέσεως ἀρσενικοῦ.: [1318, 1039, 1552, 1077]
- front-col-1: [580, 406, 816, 876]
- exchange-row: [150, 501, 366, 511]
- section-kicker: ΙΔΙΑΙΤΕΡΟΝ ΤΗΛΕΓΡΑΦΗΜΑ: [166, 932, 334, 946]
- column-divider: [1310, 140, 1311, 2208]
- exchange-cell: Ναπολεόνιον: [257, 491, 333, 501]
- ad-title: ΤΑ ΝΕΑ: [1375, 661, 1495, 692]
- ad-name: Β. Φ. ΜΙΧΑΛΕΑ: [1130, 1336, 1242, 1352]
- paragraph: μὰ ἐπάξιόνων ἄνευ διαθηκῶν ἐπιμορφῆται ἐσχάτως διὰ προστίμου μεθ᾽ ἐκκλησιαστικῆς ἀποφάσεως. Δι᾽ ὃ τὰ δύο Βουλεῖα ἀποφάσισαν παρὰ τὰ μεγάλα ἐξόδα ὑψηλῶν τελῶν.: [580, 893, 808, 960]
- lower-col-1: [580, 891, 816, 2221]
- hat-crown: [1397, 745, 1473, 779]
- ad-title: ΚΟΥΦΕΤΑ: [1319, 417, 1551, 465]
- divider: [580, 882, 1300, 885]
- exchange-cell: 126.: [220, 401, 257, 411]
- section-heading: ΟΙ ΕΦΕΔΡΟΙ ΥΠΑΛΛΗΛΟΙ: [600, 1243, 787, 1259]
- ad-lina: [1318, 146, 1552, 261]
- exchange-cell: Hellenique: [257, 341, 333, 351]
- section-heading: ΤΟΠΟΘΕΤΗΣΕΙΣ ΥΠΑΛΛΗΛΩΝ: [581, 1308, 806, 1324]
- paragraph: Εἰς τὸ χωρίον Κοσσίτσα τῆς ἐπαρχίας Μοργοστῖνο ἐφονεύθησαν συνεχῶς τρεῖς Χριστιανοὶ παρὰ ἀγνώστων.: [580, 985, 808, 1025]
- ad-address-note: (ΠΑΡΑΠΛΕΥΡΩΣ ΑΓΙΑΣ ΚΥΡΙΑΚΗΣ): [1085, 1158, 1288, 1172]
- divider: [826, 954, 1053, 955]
- ad-text: Ὑφηγητὴς τῆς Νευρολογίας καὶ Ψυχιατρικῆς ἐν τῷ Ἐθν. Πανεπιστημίῳ.: [1318, 349, 1552, 373]
- divider: [1318, 1121, 1552, 1122]
- calendar-title: ΗΜΕΡΟΛΟΓΙΟΝ: [164, 145, 336, 167]
- exchange-row: [150, 401, 366, 411]
- divider: [580, 399, 1300, 400]
- divider: [580, 1111, 807, 1112]
- portrait-illustration: [1333, 735, 1537, 925]
- ad-line: ΚΑΙ ΦΡΕΝΟΛΟΓΟΣ: [1376, 284, 1494, 298]
- exchange-cell: Ren.Fran.: [257, 381, 333, 391]
- exchange-cell: Λίρα Τουρκίας: [257, 471, 333, 481]
- exchange-cell: 126.3: [220, 451, 257, 461]
- paragraph: Τὸ Συμβούλιον τῶν Δημοσίων Ἔργων ἀπεφάσισε τὰς ἀκολούθους τοποθετήσεις μηχανικῶν. Εἰς τὸν νομὸν Ἀττικοβοιωτίας τὸν νομομηχανικὸν κ. Νικολαΐδην. Εἰς τὸν νομὸν Αἰτωλίας καὶ Ἀκαρνανίας τὸν κ. Κορυζῆν. Εἰς τὸν νομὸν Ἀχαΐας καὶ Ἤλιδος τὸν κ. Πολίτην.: [580, 1349, 808, 1443]
